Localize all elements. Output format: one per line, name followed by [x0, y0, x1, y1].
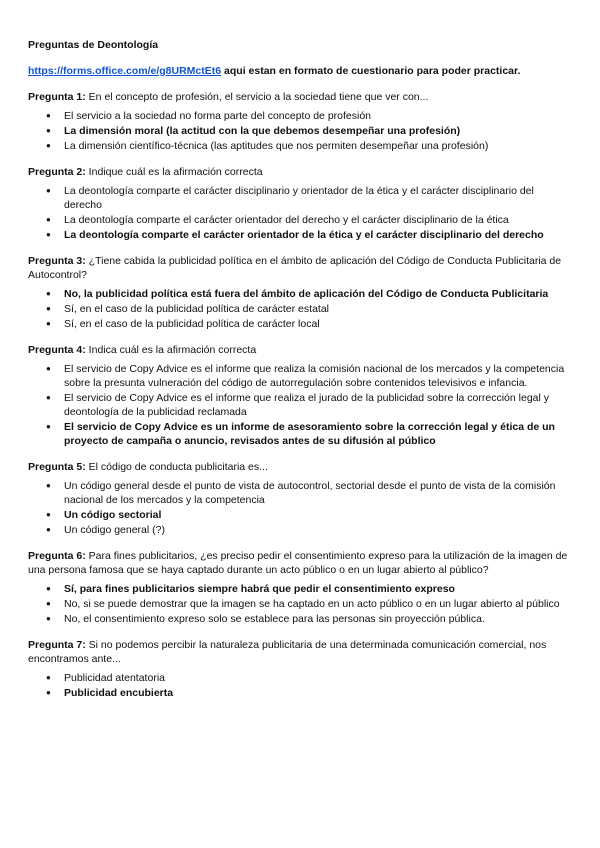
- answer-option: ● No, si se puede demostrar que la imagen se ha captado en un acto público o en un lugar abierto al público: [64, 597, 572, 611]
- answer-option: ● La deontología comparte el carácter disciplinario y orientador de la ética y el carácter disciplinario del derecho: [64, 184, 572, 212]
- question-text: Indica cuál es la afirmación correcta: [85, 344, 257, 356]
- answer-option: ● El servicio a la sociedad no forma parte del concepto de profesión: [64, 109, 572, 123]
- answer-option-correct: ● No, la publicidad política está fuera del ámbito de aplicación del Código de Conducta Publicitaria: [64, 287, 572, 301]
- answer-list: [28, 184, 572, 242]
- answer-option: ● No, el consentimiento expreso solo se establece para las personas sin proyección pública.: [64, 612, 572, 626]
- answer-option: ● Un código general desde el punto de vista de autocontrol, sectorial desde el punto de vista de la comisión nacional de los mercados y la competencia: [64, 479, 572, 507]
- quiz-link[interactable]: https://forms.office.com/e/g8URMctEt6: [28, 65, 222, 77]
- question-text: ¿Tiene cabida la publicidad política en el ámbito de aplicación del Código de Conducta Publicitaria de Autocontrol?: [28, 255, 562, 281]
- answer-option-correct: ● La dimensión moral (la actitud con la que debemos desempeñar una profesión): [64, 124, 572, 138]
- answer-list: [28, 582, 572, 626]
- question-3: [28, 254, 572, 282]
- answer-list: [28, 362, 572, 448]
- question-label: Pregunta 3:: [28, 255, 86, 267]
- answer-option: ● El servicio de Copy Advice es el informe que realiza el jurado de la publicidad sobre la corrección legal y deontología de la publicidad reclamada: [64, 391, 572, 419]
- answer-option-correct: ● El servicio de Copy Advice es un informe de asesoramiento sobre la corrección legal y ética de un proyecto de campaña o anuncio, revisados antes de su difusión al público: [64, 420, 572, 448]
- question-5: [28, 460, 572, 474]
- question-label: Pregunta 5:: [28, 461, 86, 473]
- answer-option: ● Sí, en el caso de la publicidad política de carácter local: [64, 317, 572, 331]
- question-text: Para fines publicitarios, ¿es preciso pedir el consentimiento expreso para la utilización de la imagen de una persona famosa que se haya captado durante un acto público o en un lugar abierto al público?: [28, 550, 568, 576]
- question-text: En el concepto de profesión, el servicio a la sociedad tiene que ver con...: [85, 91, 429, 103]
- question-1: [28, 90, 572, 104]
- answer-option-correct: ● Un código sectorial: [64, 508, 572, 522]
- intro-paragraph: [28, 64, 572, 78]
- question-label: Pregunta 7:: [28, 639, 86, 651]
- question-label: Pregunta 4:: [28, 344, 86, 356]
- answer-option-correct: ● La deontología comparte el carácter orientador de la ética y el carácter disciplinario del derecho: [64, 228, 572, 242]
- question-list: [28, 90, 572, 700]
- answer-list: [28, 287, 572, 331]
- answer-option: ● Un código general (?): [64, 523, 572, 537]
- question-4: [28, 343, 572, 357]
- answer-option-correct: ● Sí, para fines publicitarios siempre habrá que pedir el consentimiento expreso: [64, 582, 572, 596]
- question-2: [28, 165, 572, 179]
- question-label: Pregunta 6:: [28, 550, 86, 562]
- question-6: [28, 549, 572, 577]
- answer-list: [28, 671, 572, 700]
- answer-list: [28, 109, 572, 153]
- answer-option: ● El servicio de Copy Advice es el informe que realiza la comisión nacional de los mercados y la competencia sobre la presunta vulneración del código de autorregulación sobre contenidos televisivos e infancia.: [64, 362, 572, 390]
- question-text: Si no podemos percibir la naturaleza publicitaria de una determinada comunicación comercial, nos encontramos ante...: [28, 639, 547, 665]
- question-text: Indique cuál es la afirmación correcta: [85, 166, 263, 178]
- answer-list: [28, 479, 572, 537]
- question-label: Pregunta 1:: [28, 91, 86, 103]
- question-text: El código de conducta publicitaria es...: [85, 461, 268, 473]
- question-label: Pregunta 2:: [28, 166, 86, 178]
- question-7: [28, 638, 572, 666]
- intro-text: aqui estan en formato de cuestionario para poder practicar.: [221, 65, 521, 77]
- document-title: Preguntas de Deontología: [28, 39, 159, 51]
- answer-option: ● La deontología comparte el carácter orientador del derecho y el carácter disciplinario de la ética: [64, 213, 572, 227]
- answer-option: ● Sí, en el caso de la publicidad política de carácter estatal: [64, 302, 572, 316]
- answer-option: ● Publicidad atentatoria: [64, 671, 572, 685]
- answer-option-correct: ● Publicidad encubierta: [64, 686, 572, 700]
- answer-option: ● La dimensión científico-técnica (las aptitudes que nos permiten desempeñar una profesión): [64, 139, 572, 153]
